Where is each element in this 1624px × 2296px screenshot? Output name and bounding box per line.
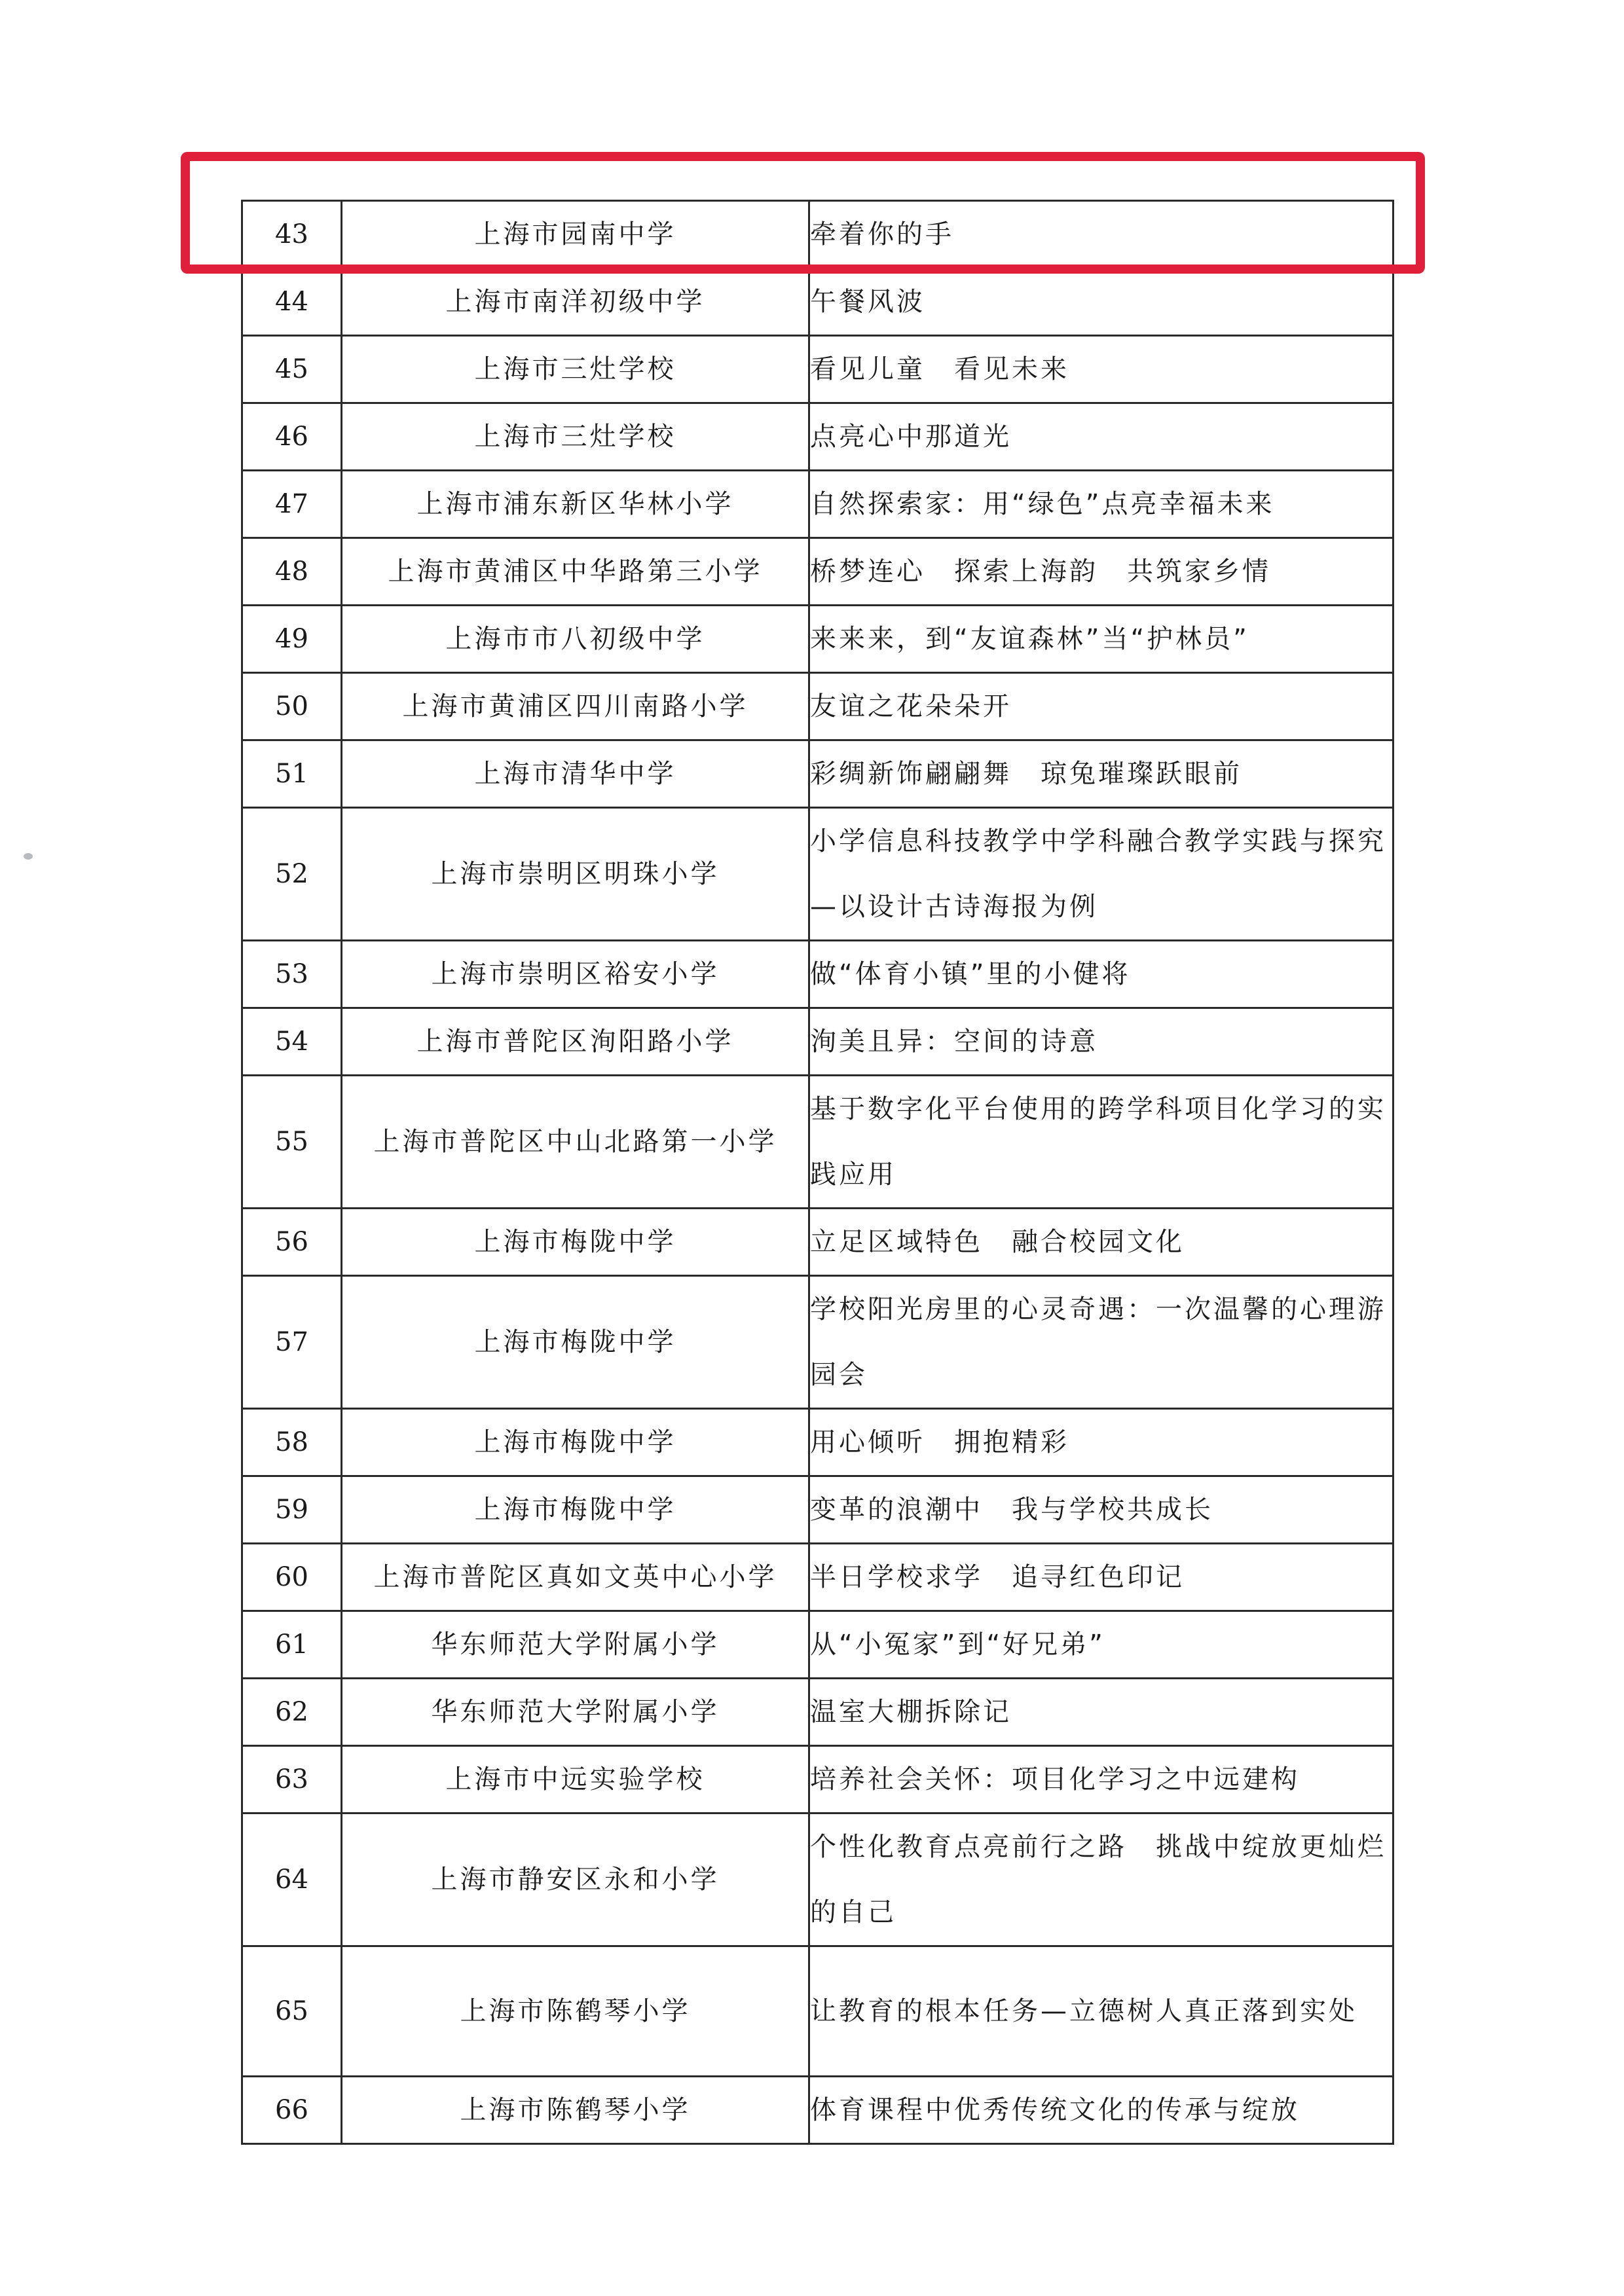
row-number-cell: 48 [242, 538, 342, 606]
row-number-cell: 64 [242, 1813, 342, 1946]
project-title-cell [809, 1209, 1393, 1276]
project-title-text: 半日学校求学 追寻红色印记 [810, 1562, 1185, 1592]
project-title-cell [809, 1476, 1393, 1544]
school-name-cell: 上海市梅陇中学 [342, 1276, 809, 1409]
project-title-text: 洵美且异：空间的诗意 [810, 1027, 1098, 1057]
row-number-cell: 53 [242, 941, 342, 1008]
project-title-cell [809, 403, 1393, 471]
school-name-cell: 上海市梅陇中学 [342, 1476, 809, 1544]
project-title-cell [809, 1276, 1393, 1409]
table-row [242, 606, 1393, 673]
school-name-cell: 上海市三灶学校 [342, 403, 809, 471]
row-number-cell: 55 [242, 1076, 342, 1209]
project-title-text: 小学信息科技教学中学科融合教学实践与探究—以设计古诗海报为例 [810, 826, 1386, 922]
project-title-text: 午餐风波 [810, 287, 925, 317]
project-title-cell [809, 740, 1393, 808]
school-name-cell: 上海市普陀区洵阳路小学 [342, 1008, 809, 1076]
row-number-cell: 66 [242, 2077, 342, 2144]
table-row [242, 1476, 1393, 1544]
row-number-cell: 54 [242, 1008, 342, 1076]
project-title-text: 体育课程中优秀传统文化的传承与绽放 [810, 2095, 1300, 2125]
row-number-cell: 51 [242, 740, 342, 808]
row-number-cell: 57 [242, 1276, 342, 1409]
table-row [242, 201, 1393, 268]
project-title-text: 培养社会关怀：项目化学习之中远建构 [810, 1764, 1300, 1795]
project-title-cell [809, 1076, 1393, 1209]
school-name-cell: 上海市三灶学校 [342, 336, 809, 403]
project-title-cell [809, 1611, 1393, 1679]
table-row [242, 1276, 1393, 1409]
row-number-cell: 45 [242, 336, 342, 403]
project-title-text: 温室大棚拆除记 [810, 1697, 1012, 1727]
table-row [242, 808, 1393, 941]
row-number-cell: 47 [242, 471, 342, 538]
table-row [242, 1008, 1393, 1076]
table-row [242, 1611, 1393, 1679]
project-title-cell [809, 2077, 1393, 2144]
table-row [242, 403, 1393, 471]
school-name-cell: 上海市清华中学 [342, 740, 809, 808]
table-row [242, 1209, 1393, 1276]
table-row [242, 268, 1393, 336]
row-number-cell: 62 [242, 1679, 342, 1746]
school-name-cell: 上海市园南中学 [342, 201, 809, 268]
project-title-text: 看见儿童 看见未来 [810, 354, 1069, 384]
row-number-cell: 58 [242, 1409, 342, 1476]
school-name-cell: 华东师范大学附属小学 [342, 1679, 809, 1746]
project-title-cell [809, 268, 1393, 336]
project-title-text: 自然探索家：用“绿色”点亮幸福未来 [810, 489, 1275, 519]
project-title-text: 个性化教育点亮前行之路 挑战中绽放更灿烂的自己 [810, 1832, 1386, 1927]
project-title-cell [809, 1946, 1393, 2077]
table-row [242, 2077, 1393, 2144]
school-name-cell: 上海市陈鹤琴小学 [342, 2077, 809, 2144]
row-number-cell: 44 [242, 268, 342, 336]
project-title-cell [809, 471, 1393, 538]
project-title-cell [809, 1544, 1393, 1611]
row-number-cell: 59 [242, 1476, 342, 1544]
project-title-text: 立足区域特色 融合校园文化 [810, 1227, 1185, 1257]
project-title-text: 用心倾听 拥抱精彩 [810, 1427, 1069, 1457]
row-number-cell: 43 [242, 201, 342, 268]
table-row [242, 1409, 1393, 1476]
project-title-cell [809, 538, 1393, 606]
school-name-cell: 上海市市八初级中学 [342, 606, 809, 673]
table-row [242, 740, 1393, 808]
project-title-cell [809, 808, 1393, 941]
project-title-text: 来来来，到“友谊森林”当“护林员” [810, 624, 1249, 654]
row-number-cell: 49 [242, 606, 342, 673]
project-title-text: 从“小冤家”到“好兄弟” [810, 1630, 1105, 1660]
project-title-cell [809, 606, 1393, 673]
table-body [242, 201, 1393, 2144]
project-title-cell [809, 1813, 1393, 1946]
table-row [242, 1679, 1393, 1746]
project-title-text: 基于数字化平台使用的跨学科项目化学习的实践应用 [810, 1094, 1386, 1190]
project-title-cell [809, 336, 1393, 403]
school-name-cell: 上海市崇明区裕安小学 [342, 941, 809, 1008]
row-number-cell: 65 [242, 1946, 342, 2077]
scan-speck [24, 853, 33, 860]
school-name-cell: 上海市南洋初级中学 [342, 268, 809, 336]
project-title-text: 让教育的根本任务—立德树人真正落到实处 [810, 1996, 1357, 2026]
school-name-cell: 上海市陈鹤琴小学 [342, 1946, 809, 2077]
table-row [242, 1746, 1393, 1813]
table-row [242, 941, 1393, 1008]
project-title-text: 彩绸新饰翩翩舞 琼兔璀璨跃眼前 [810, 759, 1242, 789]
project-title-cell [809, 201, 1393, 268]
school-name-cell: 上海市中远实验学校 [342, 1746, 809, 1813]
school-name-cell: 华东师范大学附属小学 [342, 1611, 809, 1679]
project-title-text: 变革的浪潮中 我与学校共成长 [810, 1495, 1213, 1525]
row-number-cell: 50 [242, 673, 342, 740]
project-title-cell [809, 673, 1393, 740]
row-number-cell: 60 [242, 1544, 342, 1611]
table-row [242, 471, 1393, 538]
school-name-cell: 上海市静安区永和小学 [342, 1813, 809, 1946]
table-row [242, 1544, 1393, 1611]
project-title-cell [809, 1409, 1393, 1476]
project-title-cell [809, 1679, 1393, 1746]
project-title-text: 点亮心中那道光 [810, 422, 1012, 452]
school-name-cell: 上海市崇明区明珠小学 [342, 808, 809, 941]
table-row [242, 538, 1393, 606]
project-title-text: 牵着你的手 [810, 219, 954, 249]
table-row [242, 1946, 1393, 2077]
project-title-text: 做“体育小镇”里的小健将 [810, 959, 1131, 989]
project-title-cell [809, 1746, 1393, 1813]
project-title-cell [809, 1008, 1393, 1076]
table-row [242, 1076, 1393, 1209]
school-name-cell: 上海市普陀区中山北路第一小学 [342, 1076, 809, 1209]
row-number-cell: 56 [242, 1209, 342, 1276]
row-number-cell: 61 [242, 1611, 342, 1679]
project-title-text: 友谊之花朵朵开 [810, 691, 1012, 721]
school-name-cell: 上海市黄浦区中华路第三小学 [342, 538, 809, 606]
school-name-cell: 上海市梅陇中学 [342, 1409, 809, 1476]
school-name-cell: 上海市普陀区真如文英中心小学 [342, 1544, 809, 1611]
school-name-cell: 上海市黄浦区四川南路小学 [342, 673, 809, 740]
project-title-cell [809, 941, 1393, 1008]
row-number-cell: 46 [242, 403, 342, 471]
school-name-cell: 上海市梅陇中学 [342, 1209, 809, 1276]
row-number-cell: 52 [242, 808, 342, 941]
row-number-cell: 63 [242, 1746, 342, 1813]
table-row [242, 1813, 1393, 1946]
school-name-cell: 上海市浦东新区华林小学 [342, 471, 809, 538]
school-project-table [241, 200, 1394, 2145]
project-title-text: 桥梦连心 探索上海韵 共筑家乡情 [810, 556, 1271, 587]
table-row [242, 673, 1393, 740]
table-row [242, 336, 1393, 403]
project-title-text: 学校阳光房里的心灵奇遇：一次温馨的心理游园会 [810, 1294, 1386, 1390]
